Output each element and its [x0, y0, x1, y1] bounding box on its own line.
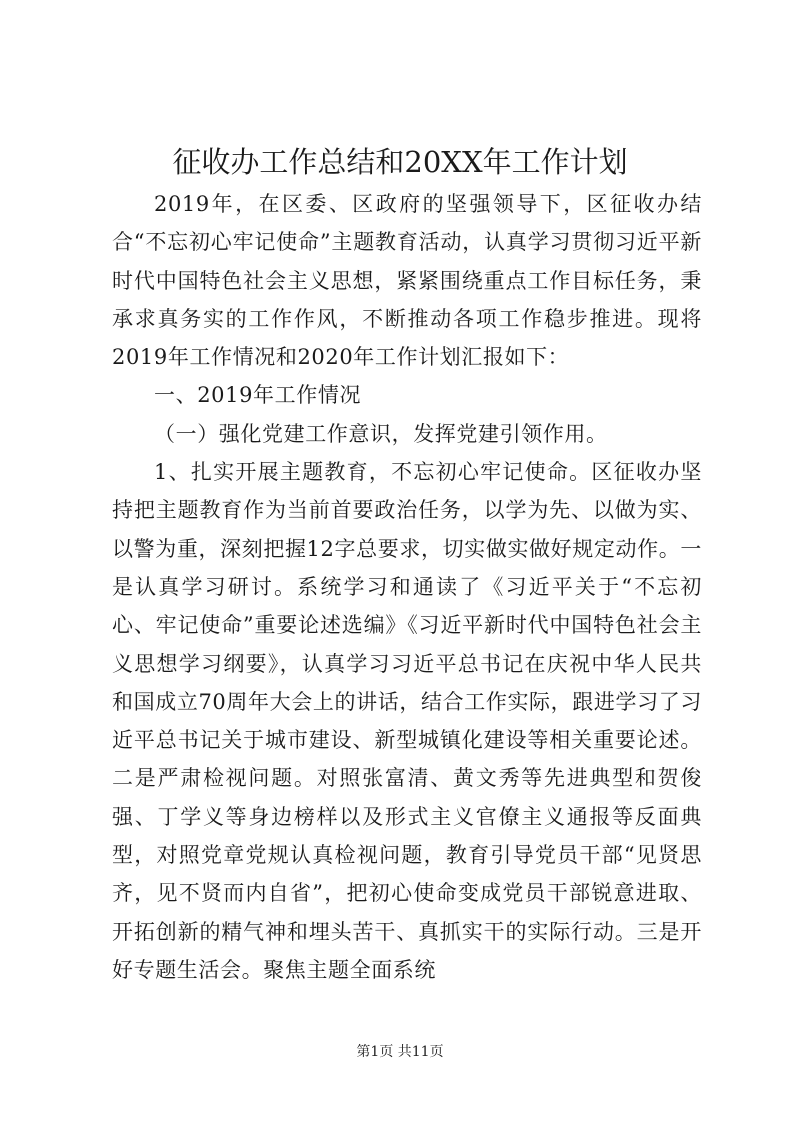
document-body	[112, 185, 702, 989]
subsection-heading: （一）强化党建工作意识，发挥党建引领作用。	[154, 421, 608, 446]
document-title: 征收办工作总结和20XX年工作计划	[172, 145, 628, 179]
page-footer: 第1页 共11页	[356, 1044, 444, 1060]
section-heading: 一、2019年工作情况	[154, 383, 362, 408]
intro-paragraph: 2019年，在区委、区政府的坚强领导下，区征收办结合“不忘初心牢记使命”主题教育活动，认真学习贯彻习近平新时代中国特色社会主义思想，紧紧围绕重点工作目标任务，秉承求真务实的工作作风，不断推动各项工作稳步推进。现将2019年工作情况和2020年工作计划汇报如下：	[112, 192, 702, 370]
body-paragraph: 1、扎实开展主题教育，不忘初心牢记使命。区征收办坚持把主题教育作为当前首要政治任务，以学为先、以做为实、以警为重，深刻把握12字总要求，切实做实做好规定动作。一是认真学习研讨。系统学习和通读了《习近平关于“不忘初心、牢记使命”重要论述选编》《习近平新时代中国特色社会主义思想学习纲要》，认真学习习近平总书记在庆祝中华人民共和国成立70周年大会上的讲话，结合工作实际，跟进学习了习近平总书记关于城市建设、新型城镇化建设等相关重要论述。二是严肃检视问题。对照张富清、黄文秀等先进典型和贺俊强、丁学义等身边榜样以及形式主义官僚主义通报等反面典型，对照党章党规认真检视问题，教育引导党员干部“见贤思齐，见不贤而内自省”，把初心使命变成党员干部锐意进取、开拓创新的精气神和埋头苦干、真抓实干的实际行动。三是开好专题生活会。聚焦主题全面系统	[112, 460, 702, 982]
